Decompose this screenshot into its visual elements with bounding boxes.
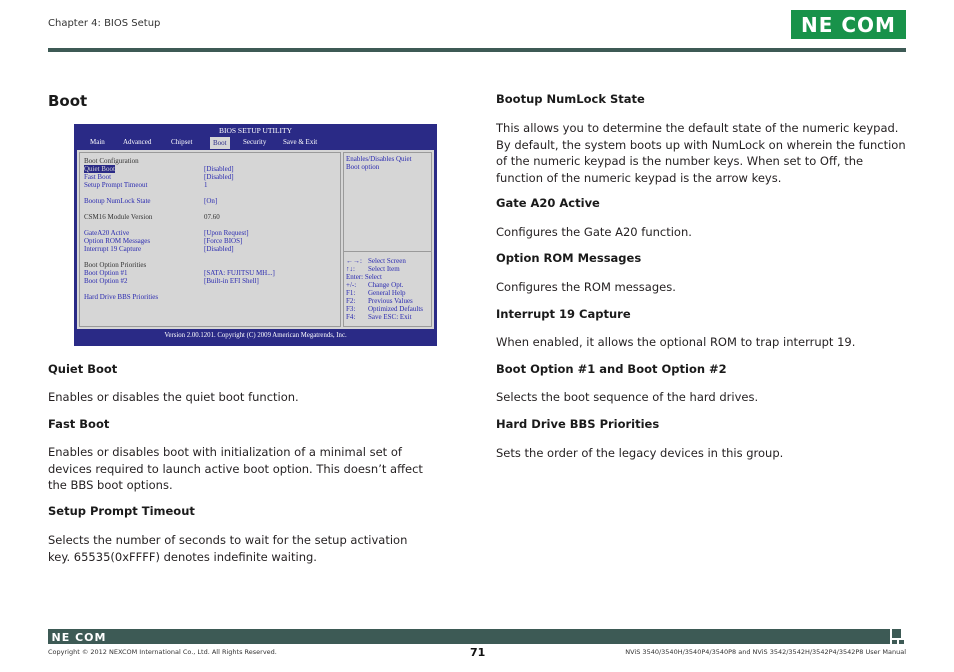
footer-bar [48,629,890,644]
section-title-bootup-numlock: Bootup NumLock State [496,92,645,106]
bios-key: +/-: [346,281,357,289]
bios-key-desc: Save ESC: Exit [368,313,412,321]
footer-corner-block [892,640,897,644]
bios-tab-bar [74,137,437,150]
bios-key-desc: Previous Values [368,297,413,305]
section-body-option-rom: Configures the ROM messages. [496,280,676,294]
bios-key-desc: Optimized Defaults [368,305,424,313]
bios-key: F2: [346,297,356,305]
bios-row-value[interactable]: [Disabled] [204,245,234,253]
bios-row-value[interactable]: [Disabled] [204,173,234,181]
chapter-label: Chapter 4: BIOS Setup [48,18,161,29]
bios-row-label[interactable]: Interrupt 19 Capture [84,245,142,253]
bios-row-value: 07.60 [204,213,220,221]
section-body-hdd-bbs: Sets the order of the legacy devices in this group. [496,446,784,460]
manual-title: NViS 3540/3540H/3540P4/3540P8 and NViS 3542/3542H/3542P4/3542P8 User Manual [625,648,906,656]
bios-row-value[interactable]: [Upon Request] [204,229,249,237]
bios-key: F4: [346,313,356,321]
bios-row-label[interactable]: Boot Option #1 [84,269,128,277]
bios-row-label[interactable]: Bootup NumLock State [84,197,151,205]
bios-key: F1: [346,289,356,297]
bios-row-label[interactable]: Setup Prompt Timeout [84,181,148,189]
bios-row-label: CSM16 Module Version [84,213,153,221]
page-title: Boot [48,92,88,110]
bios-help-divider [343,251,432,252]
bios-settings-list [79,152,341,327]
bios-row-label: Boot Option Priorities [84,261,147,269]
bios-row-value[interactable]: [On] [204,197,218,205]
section-title-gate-a20: Gate A20 Active [496,196,600,210]
bios-key: ←→: [346,257,362,265]
bios-key-desc: Change Opt. [368,281,404,289]
footer-corner-block [892,629,901,638]
bios-footer: Version 2.00.1201. Copyright (C) 2009 American Megatrends, Inc. [164,332,347,339]
section-title-interrupt-19: Interrupt 19 Capture [496,307,631,321]
bios-row-label[interactable]: Fast Boot [84,173,112,181]
section-body-setup-prompt-timeout: Selects the number of seconds to wait for the setup activation key. 65535(0xFFFF) denotes indefinite waiting. [48,533,408,564]
copyright-text: Copyright © 2012 NEXCOM International Co., Ltd. All Rights Reserved. [48,648,277,656]
bios-title: BIOS SETUP UTILITY [218,126,293,135]
nexcom-logo: NE COM [791,10,906,39]
bios-tab-advanced[interactable]: Advanced [123,138,152,146]
bios-row-value[interactable]: [Disabled] [204,165,234,173]
bios-tab-save-exit[interactable]: Save & Exit [283,138,318,146]
bios-help-panel [343,152,432,327]
bios-tab-main[interactable]: Main [90,138,105,146]
section-body-bootup-numlock: This allows you to determine the default state of the numeric keypad. By default, the system boots up with NumLock on wherein the function of the numeric keypad is the number keys. When set to Off, the function of the numeric keypad is the arrow keys. [496,121,906,185]
bios-tab-chipset[interactable]: Chipset [171,138,193,146]
bios-main-panel [77,150,434,329]
section-title-setup-prompt-timeout: Setup Prompt Timeout [48,504,195,518]
bios-row-label[interactable]: Option ROM Messages [84,237,151,245]
bios-tab-boot[interactable]: Boot [210,137,230,149]
section-title-fast-boot: Fast Boot [48,417,110,431]
bios-row-label: Boot Configuration [84,157,139,165]
bios-row-value[interactable]: [Built-in EFI Shell] [204,277,259,285]
page-number: 71 [470,646,486,659]
header-rule [48,48,906,52]
bios-key: ↑↓: [346,265,355,273]
footer-corner-block [899,640,904,644]
bios-key-desc: Select Item [368,265,400,273]
bios-key-desc: General Help [368,289,406,297]
section-title-quiet-boot: Quiet Boot [48,362,118,376]
bios-screen [74,124,437,346]
bios-row-label[interactable]: Boot Option #2 [84,277,128,285]
bios-tab-security[interactable]: Security [243,138,267,146]
bios-help-text: Boot option [346,163,380,171]
section-body-boot-option: Selects the boot sequence of the hard drives. [496,390,759,404]
bios-row-value[interactable]: 1 [204,181,208,189]
section-title-boot-option: Boot Option #1 and Boot Option #2 [496,362,727,376]
bios-key: F3: [346,305,356,313]
section-body-interrupt-19: When enabled, it allows the optional ROM to trap interrupt 19. [496,335,856,349]
bios-help-text: Enables/Disables Quiet [346,155,412,163]
bios-row-label[interactable]: Hard Drive BBS Priorities [84,293,159,301]
bios-row-label[interactable]: Quiet Boot [84,165,115,173]
bios-key: Enter: Select [346,273,382,281]
section-body-gate-a20: Configures the Gate A20 function. [496,225,692,239]
bios-row-value[interactable]: [SATA: FUJITSU MH...] [204,269,275,277]
section-title-hdd-bbs: Hard Drive BBS Priorities [496,417,660,431]
bios-row-label[interactable]: GateA20 Active [84,229,130,237]
bios-row-value[interactable]: [Force BIOS] [204,237,243,245]
section-body-quiet-boot: Enables or disables the quiet boot function. [48,390,299,404]
section-title-option-rom: Option ROM Messages [496,251,642,265]
bios-key-desc: Select Screen [368,257,406,265]
footer-nexcom-logo: NE COM [51,631,107,644]
section-body-fast-boot: Enables or disables boot with initialization of a minimal set of devices required to launch active boot option. This doesn’t affect the BBS boot options. [48,445,423,492]
